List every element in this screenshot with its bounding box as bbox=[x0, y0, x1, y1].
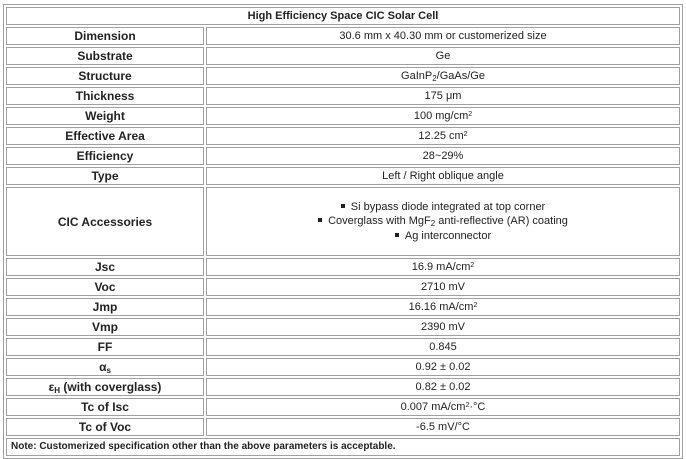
list-item: Ag interconnector bbox=[211, 229, 675, 244]
row-value-dimension: 30.6 mm x 40.30 mm or customerized size bbox=[206, 27, 680, 45]
row-label-type: Type bbox=[6, 167, 204, 185]
accessories-list bbox=[211, 200, 675, 244]
table-row bbox=[6, 67, 680, 85]
row-label-dimension: Dimension bbox=[6, 27, 204, 45]
row-value-voc: 2710 mV bbox=[206, 278, 680, 296]
row-value-type: Left / Right oblique angle bbox=[206, 167, 680, 185]
row-label-accessories: CIC Accessories bbox=[6, 187, 204, 256]
accessories-cell bbox=[206, 187, 680, 256]
bullet-icon bbox=[318, 218, 322, 222]
table-row bbox=[6, 47, 680, 65]
row-label-alpha-s: $\alpha_s$ bbox=[6, 358, 204, 376]
bullet-icon bbox=[341, 204, 345, 208]
table-row bbox=[6, 338, 680, 356]
table-row bbox=[6, 298, 680, 316]
row-value-vmp: 2390 mV bbox=[206, 318, 680, 336]
row-value-weight: 100 $mg/cm^2$ bbox=[206, 107, 680, 125]
row-label-jmp: Jmp bbox=[6, 298, 204, 316]
table-row bbox=[6, 87, 680, 105]
table-row bbox=[6, 107, 680, 125]
row-value-substrate: Ge bbox=[206, 47, 680, 65]
row-label-weight: Weight bbox=[6, 107, 204, 125]
table-title: High Efficiency Space CIC Solar Cell bbox=[6, 7, 680, 25]
row-label-epsilon-h: $\varepsilon_H$ (with coverglass) bbox=[6, 378, 204, 396]
table-row bbox=[6, 398, 680, 416]
table-row-accessories bbox=[6, 187, 680, 256]
row-label-tc-isc: Tc of Isc bbox=[6, 398, 204, 416]
row-value-efficiency: 28~29% bbox=[206, 147, 680, 165]
row-label-vmp: Vmp bbox=[6, 318, 204, 336]
row-label-jsc: Jsc bbox=[6, 258, 204, 276]
table-row bbox=[6, 127, 680, 145]
row-label-structure: Structure bbox=[6, 67, 204, 85]
table-row bbox=[6, 27, 680, 45]
row-label-substrate: Substrate bbox=[6, 47, 204, 65]
row-value-thickness: 175 μm bbox=[206, 87, 680, 105]
row-value-effective-area: 12.25 $cm^2$ bbox=[206, 127, 680, 145]
table-row bbox=[6, 258, 680, 276]
table-row bbox=[6, 378, 680, 396]
table-row bbox=[6, 147, 680, 165]
row-value-jmp: 16.16 $mA/cm^2$ bbox=[206, 298, 680, 316]
row-label-efficiency: Efficiency bbox=[6, 147, 204, 165]
list-item: Si bypass diode integrated at top corner bbox=[211, 200, 675, 215]
row-label-effective-area: Effective Area bbox=[6, 127, 204, 145]
row-label-ff: FF bbox=[6, 338, 204, 356]
table-note: Note: Customerized specification other than the above parameters is acceptable. bbox=[6, 438, 680, 456]
table-row bbox=[6, 358, 680, 376]
note-row bbox=[6, 438, 680, 456]
row-label-thickness: Thickness bbox=[6, 87, 204, 105]
spec-table bbox=[3, 4, 683, 459]
bullet-icon bbox=[395, 233, 399, 237]
row-value-structure: GaInP$_2$/GaAs/Ge bbox=[206, 67, 680, 85]
row-value-epsilon-h: 0.82 ± 0.02 bbox=[206, 378, 680, 396]
row-value-tc-voc: -6.5 mV/°C bbox=[206, 418, 680, 436]
row-value-ff: 0.845 bbox=[206, 338, 680, 356]
row-value-tc-isc: 0.007 $mA/cm^2\cdot^\circ C$ bbox=[206, 398, 680, 416]
row-value-jsc: 16.9 $mA/cm^2$ bbox=[206, 258, 680, 276]
row-label-tc-voc: Tc of Voc bbox=[6, 418, 204, 436]
table-row bbox=[6, 418, 680, 436]
row-value-alpha-s: 0.92 ± 0.02 bbox=[206, 358, 680, 376]
table-row bbox=[6, 278, 680, 296]
title-row bbox=[6, 7, 680, 25]
list-item: Coverglass with MgF$_2$ anti-reflective (AR) coating bbox=[211, 214, 675, 229]
table-row bbox=[6, 167, 680, 185]
table-row bbox=[6, 318, 680, 336]
row-label-voc: Voc bbox=[6, 278, 204, 296]
